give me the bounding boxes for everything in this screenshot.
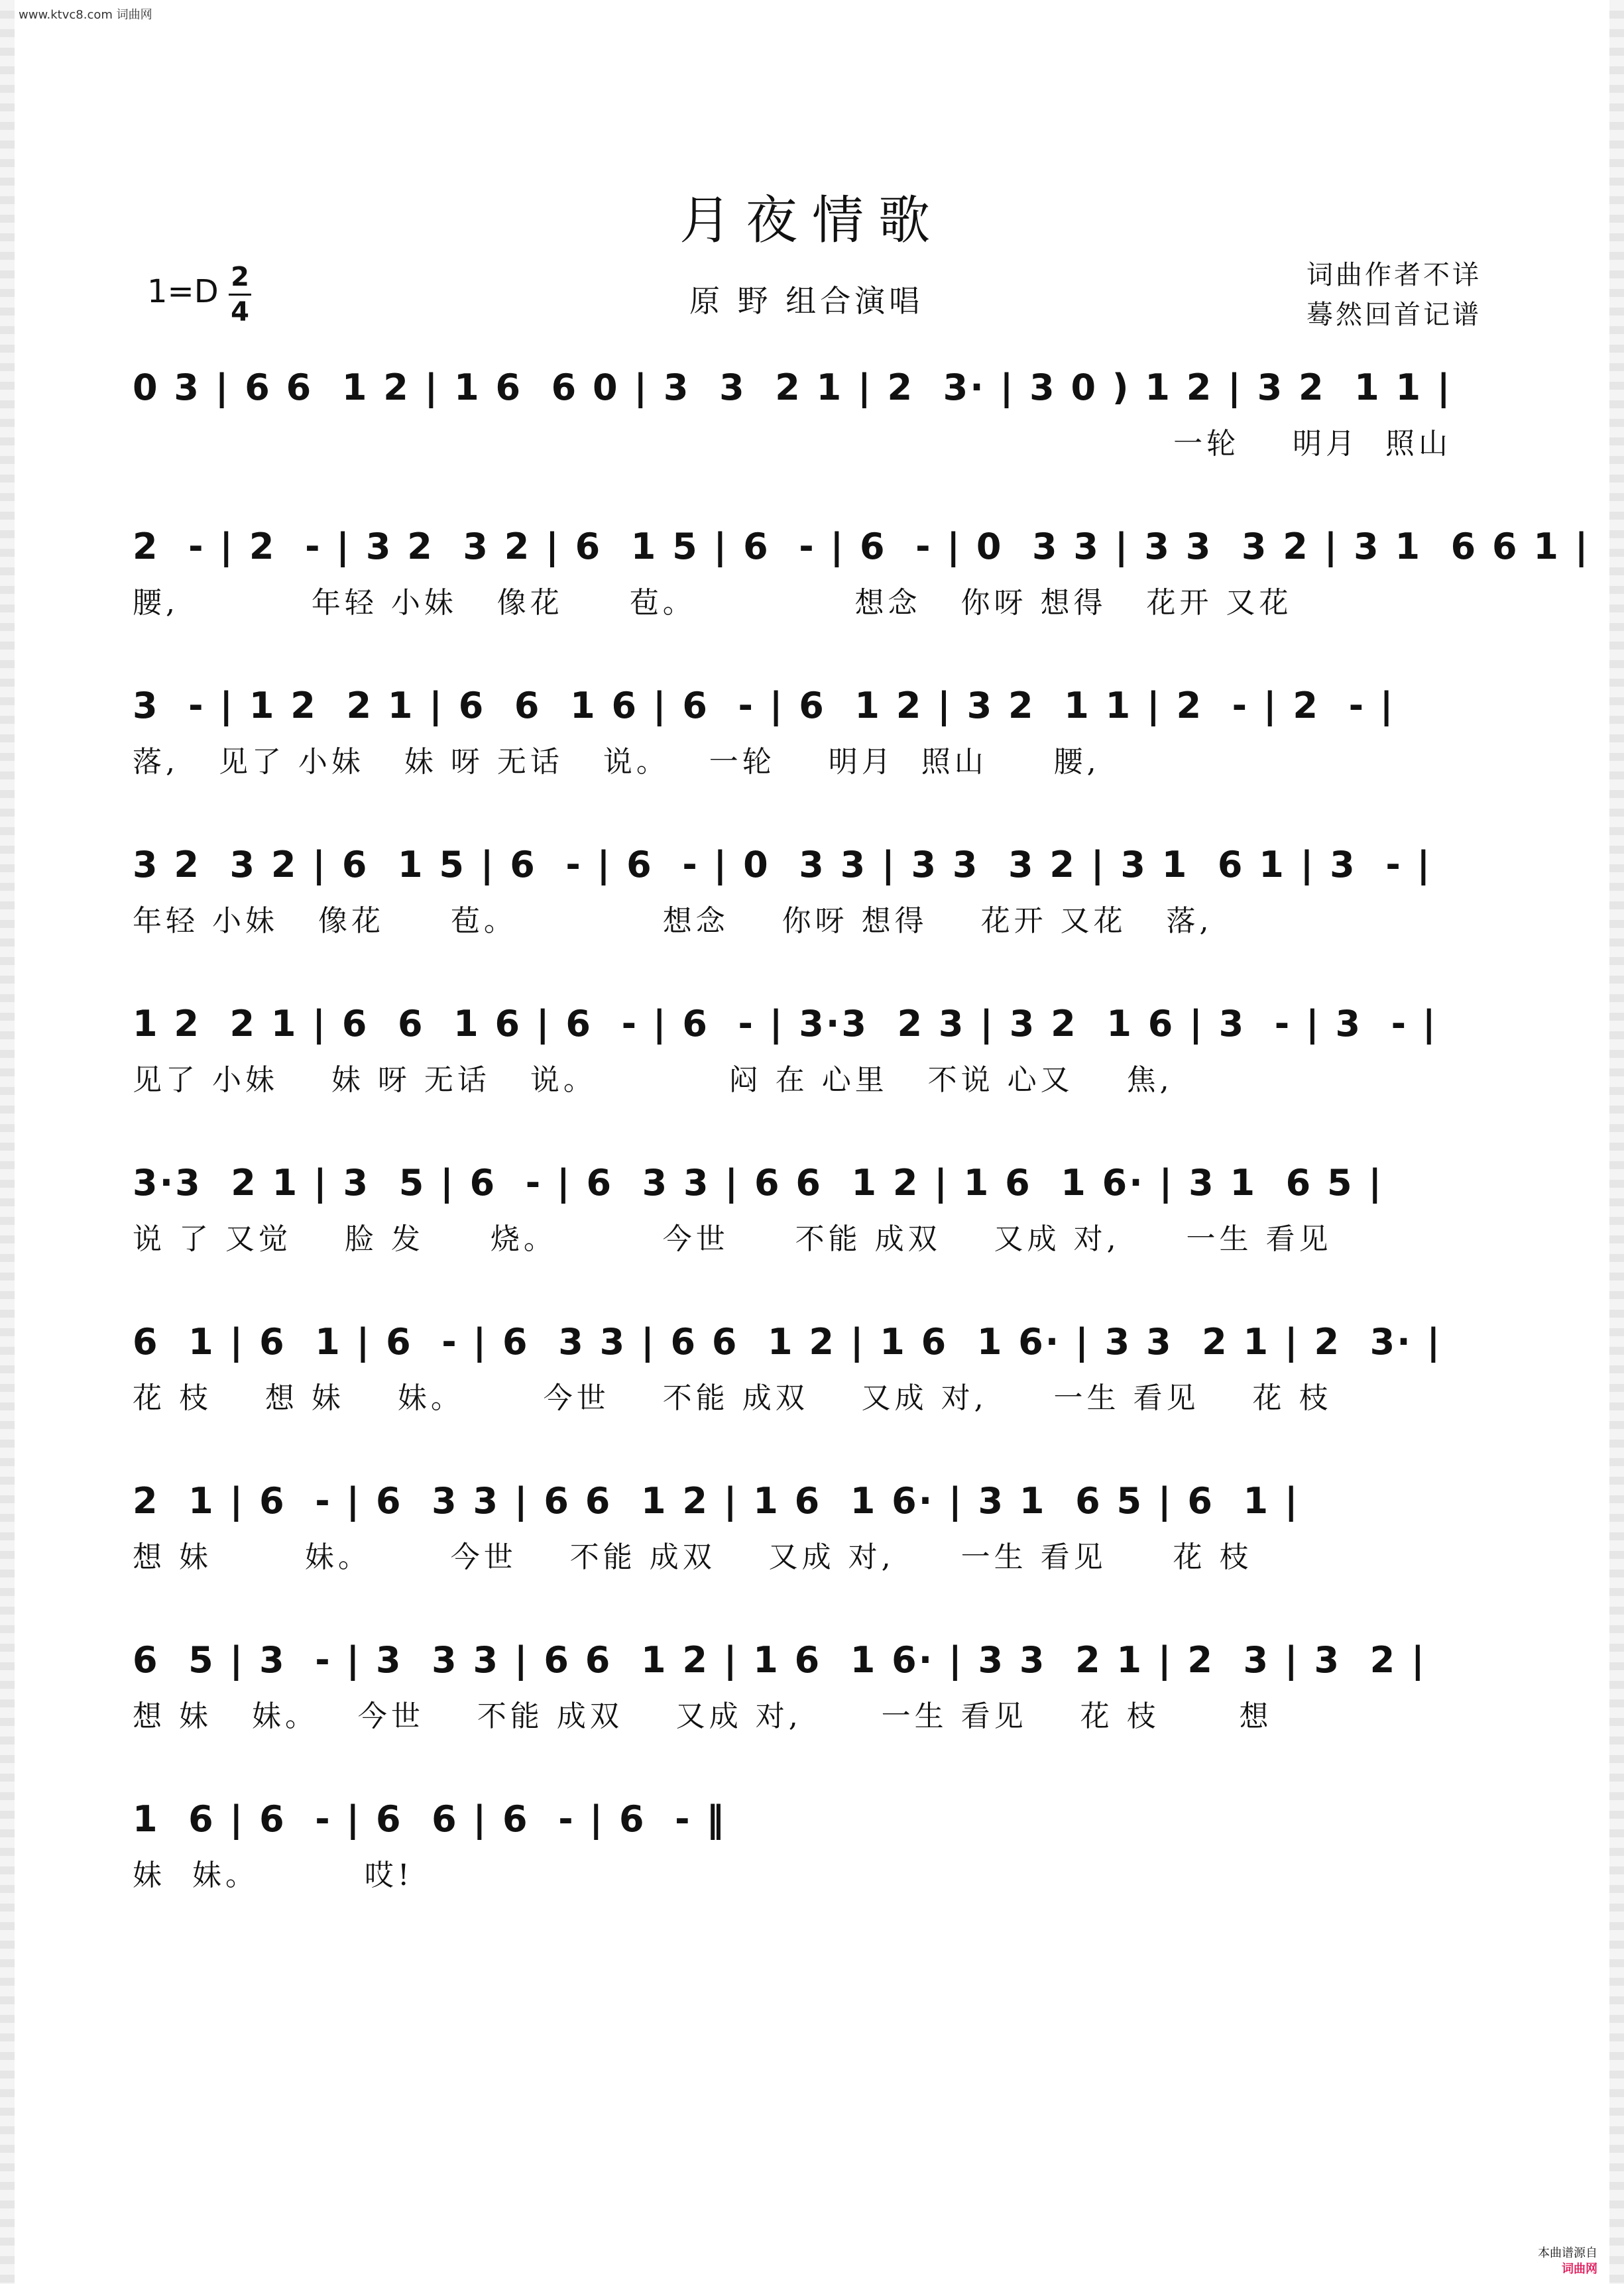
notation-line: 6 5 | 3 - | 3 3 3 | 6 6 1 2 | 1 6 1 6· | 3 3 2 1 | 2 3 | 3 2 | [133,1639,1426,1681]
lyrics-line: 年轻 小妹 像花 苞。 想念 你呀 想得 花开 又花 落, [133,904,1213,938]
score-system [133,517,1590,676]
time-signature [229,262,251,327]
footer-source: 本曲谱源自 [1538,2246,1597,2260]
score-system [133,1471,1491,1630]
lyrics-line: 妹 妹。 哎! [133,1858,414,1892]
score-system [133,1153,1491,1312]
notation-line: 2 1 | 6 - | 6 3 3 | 6 6 1 2 | 1 6 1 6· | 3 1 6 5 | 6 1 | [133,1480,1300,1522]
notation-line: 3 - | 1 2 2 1 | 6 6 1 6 | 6 - | 6 1 2 | 3 2 1 1 | 2 - | 2 - | [133,685,1395,726]
score-system [133,1312,1491,1471]
lyrics-line: 想 妹 妹。 今世 不能 成双 又成 对, 一生 看见 花 枝 [133,1540,1253,1574]
key-signature: 1=D [147,273,219,310]
lyrics-line: 想 妹 妹。 今世 不能 成双 又成 对, 一生 看见 花 枝 想 [133,1699,1273,1733]
lyrics-line: 见了 小妹 妹 呀 无话 说。 闷 在 心里 不说 心又 焦, [133,1063,1173,1097]
lyrics-line: 花 枝 想 妹 妹。 今世 不能 成双 又成 对, 一生 看见 花 枝 [133,1381,1332,1415]
credits [1306,255,1481,335]
performer: 原 野 组合演唱 [689,283,924,319]
score-system [133,1790,1491,1949]
song-title: 月夜情歌 [679,191,945,251]
notation-line: 1 6 | 6 - | 6 6 | 6 - | 6 - ‖ [133,1798,726,1840]
score-system [133,835,1491,994]
time-signature-divider [229,294,251,296]
notation-line: 3·3 2 1 | 3 5 | 6 - | 6 3 3 | 6 6 1 2 | 1 6 1 6· | 3 1 6 5 | [133,1162,1384,1204]
notation-line: 2 - | 2 - | 3 2 3 2 | 6 1 5 | 6 - | 6 - | 0 3 3 | 3 3 3 2 | 3 1 6 6 1 | [133,526,1590,567]
score [133,358,1590,1949]
notation-line: 6 1 | 6 1 | 6 - | 6 3 3 | 6 6 1 2 | 1 6 1 6· | 3 3 2 1 | 2 3· | [133,1321,1442,1363]
footer-brand: 词曲网 [1562,2262,1597,2276]
credit-transcriber: 蓦然回首记谱 [1306,300,1481,330]
lyrics-line: 落, 见了 小妹 妹 呀 无话 说。 一轮 明月 照山 腰, [133,745,1100,779]
score-system [133,1630,1491,1790]
lyrics-line: 说 了 又觉 脸 发 烧。 今世 不能 成双 又成 对, 一生 看见 [133,1222,1332,1256]
score-system [133,676,1491,835]
right-margin-strip [1609,0,1624,2284]
lyrics-line: 腰, 年轻 小妹 像花 苞。 想念 你呀 想得 花开 又花 [133,586,1293,620]
left-margin-strip [0,0,15,2284]
time-signature-top: 2 [231,262,249,292]
lyrics-line: 一轮 明月 照山 [1173,427,1452,461]
notation-line: 0 3 | 6 6 1 2 | 1 6 6 0 | 3 3 2 1 | 2 3· | 3 0 ) 1 2 | 3 2 1 1 | [133,367,1452,408]
time-signature-bottom: 4 [231,297,249,327]
credit-composer: 词曲作者不详 [1306,260,1481,290]
footer [1538,2246,1597,2277]
notation-line: 1 2 2 1 | 6 6 1 6 | 6 - | 6 - | 3·3 2 3 | 3 2 1 6 | 3 - | 3 - | [133,1003,1438,1045]
score-system [133,994,1491,1153]
notation-line: 3 2 3 2 | 6 1 5 | 6 - | 6 - | 0 3 3 | 3 3 3 2 | 3 1 6 1 | 3 - | [133,844,1432,885]
score-system [133,358,1491,517]
site-url: www.ktvc8.com 词曲网 [19,8,152,22]
